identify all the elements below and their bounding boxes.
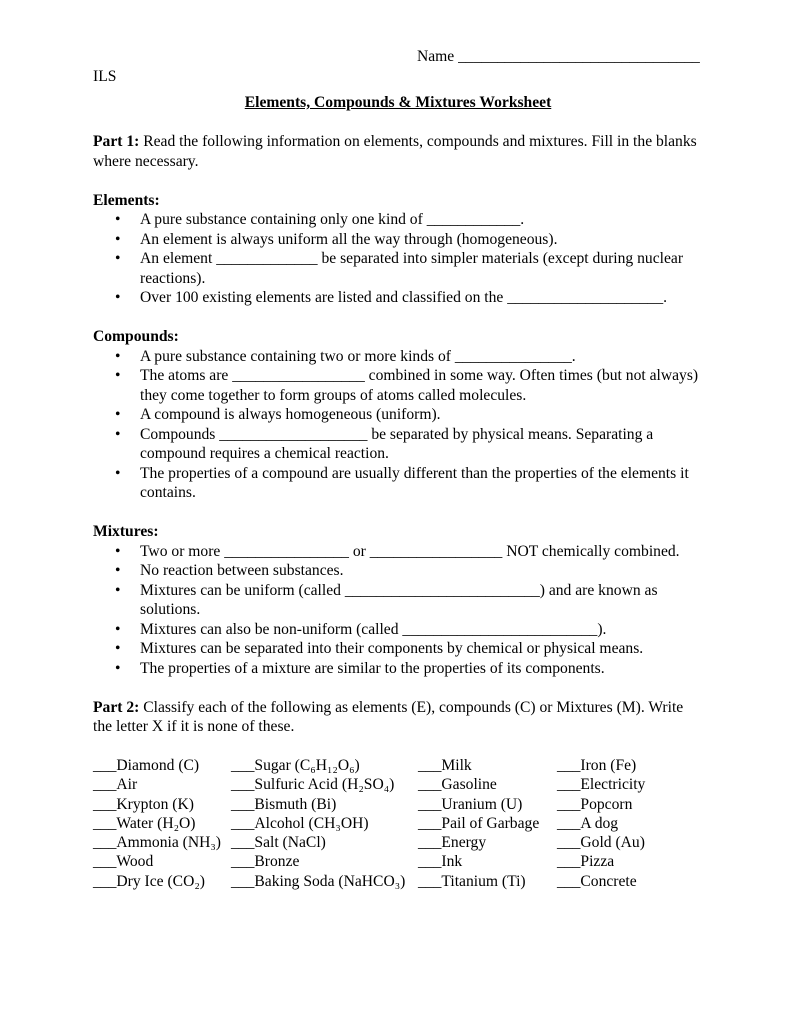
part1-instructions bbox=[93, 132, 703, 171]
classify-item: ___Popcorn bbox=[557, 795, 633, 813]
compounds-heading: Compounds: bbox=[93, 328, 179, 345]
mixtures-bullet-item: • Mixtures can be separated into their components by chemical or physical means. bbox=[93, 639, 703, 659]
classify-item: ___Sulfuric Acid (H₂SO₄) bbox=[231, 776, 395, 794]
classify-item: ___Wood bbox=[93, 853, 154, 871]
worksheet-page bbox=[93, 47, 703, 891]
classify-item: ___Electricity bbox=[557, 776, 646, 794]
classify-item: ___Ammonia (NH₃) bbox=[93, 834, 222, 852]
classify-item: ___Salt (NaCl) bbox=[231, 834, 326, 852]
classify-item: ___Concrete bbox=[557, 872, 637, 890]
classify-item: ___Diamond (C) bbox=[93, 757, 200, 774]
classify-item: ___Pail of Garbage bbox=[418, 814, 540, 832]
elements-bullet-item: • An element _____________ be separated into simpler materials (except during nuclear reactions). bbox=[93, 249, 703, 288]
elements-list bbox=[93, 210, 703, 308]
part2-text: Classify each of the following as elements (E), compounds (C) or Mixtures (M). Write the letter X if it is none of these. bbox=[93, 698, 684, 735]
classify-item: ___Energy bbox=[418, 834, 487, 852]
mixtures-bullet-item: • Mixtures can be uniform (called _________________________) and are known as solutions. bbox=[93, 581, 703, 620]
page-title: Elements, Compounds & Mixtures Worksheet bbox=[244, 94, 552, 111]
classify-item: ___Alcohol (CH₃OH) bbox=[231, 814, 369, 832]
part2-label: Part 2: bbox=[93, 698, 140, 716]
mixtures-bullet-item: • The properties of a mixture are similar to the properties of its components. bbox=[93, 659, 703, 679]
classify-item: ___Baking Soda (NaHCO₃) bbox=[231, 872, 406, 890]
classify-item: ___Ink bbox=[418, 853, 463, 871]
classify-item: ___A dog bbox=[557, 814, 619, 832]
mixtures-heading: Mixtures: bbox=[93, 523, 159, 540]
compounds-list bbox=[93, 347, 703, 503]
compounds-bullet-item: • The atoms are _________________ combined in some way. Often times (but not always) they come together to form groups of atoms called molecules. bbox=[93, 366, 703, 405]
part1-text: Read the following information on elements, compounds and mixtures. Fill in the blanks where necessary. bbox=[93, 133, 697, 170]
classification-grid bbox=[93, 756, 703, 891]
classify-item: ___Pizza bbox=[557, 853, 615, 871]
name-field: Name _______________________________ bbox=[417, 48, 700, 65]
classify-item: ___Gasoline bbox=[418, 776, 497, 794]
class-label: ILS bbox=[93, 67, 117, 85]
elements-bullet-item: • An element is always uniform all the way through (homogeneous). bbox=[93, 230, 703, 250]
compounds-bullet-item: • Compounds ___________________ be separated by physical means. Separating a compound requires a chemical reaction. bbox=[93, 425, 703, 464]
classify-item: ___Gold (Au) bbox=[557, 834, 645, 852]
classify-item: ___Air bbox=[93, 776, 138, 794]
classify-item: ___Titanium (Ti) bbox=[418, 872, 526, 890]
classify-item: ___Milk bbox=[418, 757, 472, 774]
classify-item: ___Krypton (K) bbox=[93, 795, 194, 813]
classify-item: ___Dry Ice (CO₂) bbox=[93, 872, 205, 890]
classify-item: ___Sugar (C₆H₁₂O₆) bbox=[231, 757, 360, 774]
mixtures-bullet-item: • No reaction between substances. bbox=[93, 561, 703, 581]
compounds-bullet-item: • A compound is always homogeneous (uniform). bbox=[93, 405, 703, 425]
classify-item: ___Bismuth (Bi) bbox=[231, 795, 337, 813]
part2-instructions bbox=[93, 698, 703, 737]
elements-bullet-item: • Over 100 existing elements are listed and classified on the ____________________. bbox=[93, 288, 703, 308]
compounds-bullet-item: • The properties of a compound are usually different than the properties of the elements it contains. bbox=[93, 464, 703, 503]
elements-heading: Elements: bbox=[93, 191, 160, 209]
compounds-bullet-item: • A pure substance containing two or more kinds of _______________. bbox=[93, 347, 703, 367]
part1-label: Part 1: bbox=[93, 133, 140, 150]
mixtures-bullet-item: • Mixtures can also be non-uniform (called _________________________). bbox=[93, 620, 703, 640]
elements-bullet-item: • A pure substance containing only one kind of ____________. bbox=[93, 210, 703, 230]
mixtures-list bbox=[93, 542, 703, 679]
classify-item: ___Water (H₂O) bbox=[93, 814, 196, 832]
mixtures-bullet-item: • Two or more ________________ or _________________ NOT chemically combined. bbox=[93, 542, 703, 562]
classify-item: ___Uranium (U) bbox=[418, 795, 523, 813]
classify-item: ___Bronze bbox=[231, 853, 300, 871]
classify-item: ___Iron (Fe) bbox=[557, 757, 637, 774]
